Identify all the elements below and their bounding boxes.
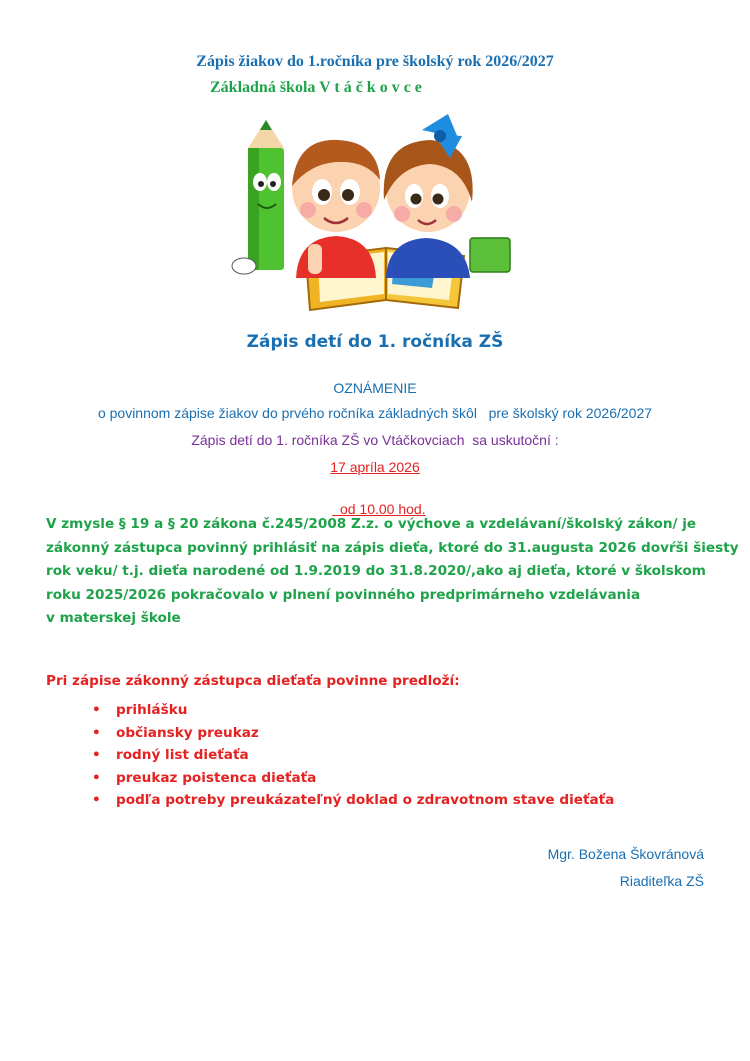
paragraph-line: v materskej škole <box>46 610 181 626</box>
pencil-character <box>232 120 284 274</box>
list-item-label: rodný list dieťaťa <box>116 747 249 764</box>
document-title: Zápis žiakov do 1.ročníka pre školský rok 2026/2027 <box>196 53 554 70</box>
enrollment-event: Zápis detí do 1. ročníka ZŠ vo Vtáčkovciach sa uskutoční : <box>191 432 559 448</box>
list-item-label: preukaz poistenca dieťaťa <box>116 769 317 786</box>
enrollment-date: 17 apríla 2026 <box>330 459 420 475</box>
list-item <box>90 789 614 812</box>
signature-role: Riaditeľka ZŠ <box>619 873 704 889</box>
list-item-label: občiansky preukaz <box>116 724 259 741</box>
signature-name: Mgr. Božena Škovránová <box>547 846 704 862</box>
bullet-icon: • <box>92 724 101 741</box>
enrollment-time: od 10.00 hod. <box>332 501 426 517</box>
paragraph-line: rok veku/ t.j. dieťa narodené od 1.9.2019 do 31.8.2020/,ako aj dieťa, ktoré v školskom <box>46 563 706 579</box>
main-heading: Zápis detí do 1. ročníka ZŠ <box>246 332 504 352</box>
bullet-icon: • <box>92 702 101 718</box>
documents-heading: Pri zápise zákonný zástupca dieťaťa povinne predloží: <box>46 673 460 689</box>
paragraph-line: zákonný zástupca povinný prihlásiť na zápis dieťa, ktoré do 31.augusta 2026 dovŕši šiesty <box>46 539 739 556</box>
boy-character <box>292 140 380 278</box>
school-name: Základná škola V t á č k o v c e <box>210 79 422 96</box>
bullet-icon: • <box>92 747 101 764</box>
legal-paragraph <box>46 513 739 631</box>
enrollment-date-wrap <box>0 459 750 475</box>
paragraph-line: roku 2025/2026 pokračovalo v plnení povinného predprimárneho vzdelávania <box>46 586 641 603</box>
list-item <box>90 722 614 745</box>
list-item-label: prihlášku <box>116 702 188 718</box>
announcement-subject: o povinnom zápise žiakov do prvého ročníka základných škôl pre školský rok 2026/2027 <box>97 405 653 421</box>
girl-character <box>384 114 510 278</box>
list-item <box>90 767 614 790</box>
children-reading-illustration <box>226 108 526 318</box>
list-item-label: podľa potreby preukázateľný doklad o zdravotnom stave dieťaťa <box>116 792 615 809</box>
list-item <box>90 744 614 767</box>
bullet-icon: • <box>92 769 101 786</box>
documents-list <box>90 699 614 812</box>
announcement-label: OZNÁMENIE <box>333 380 417 396</box>
list-item <box>90 699 614 722</box>
paragraph-line: V zmysle § 19 a § 20 zákona č.245/2008 Z.z. o výchove a vzdelávaní/školský zákon/ je <box>46 516 697 532</box>
bullet-icon: • <box>92 792 101 809</box>
